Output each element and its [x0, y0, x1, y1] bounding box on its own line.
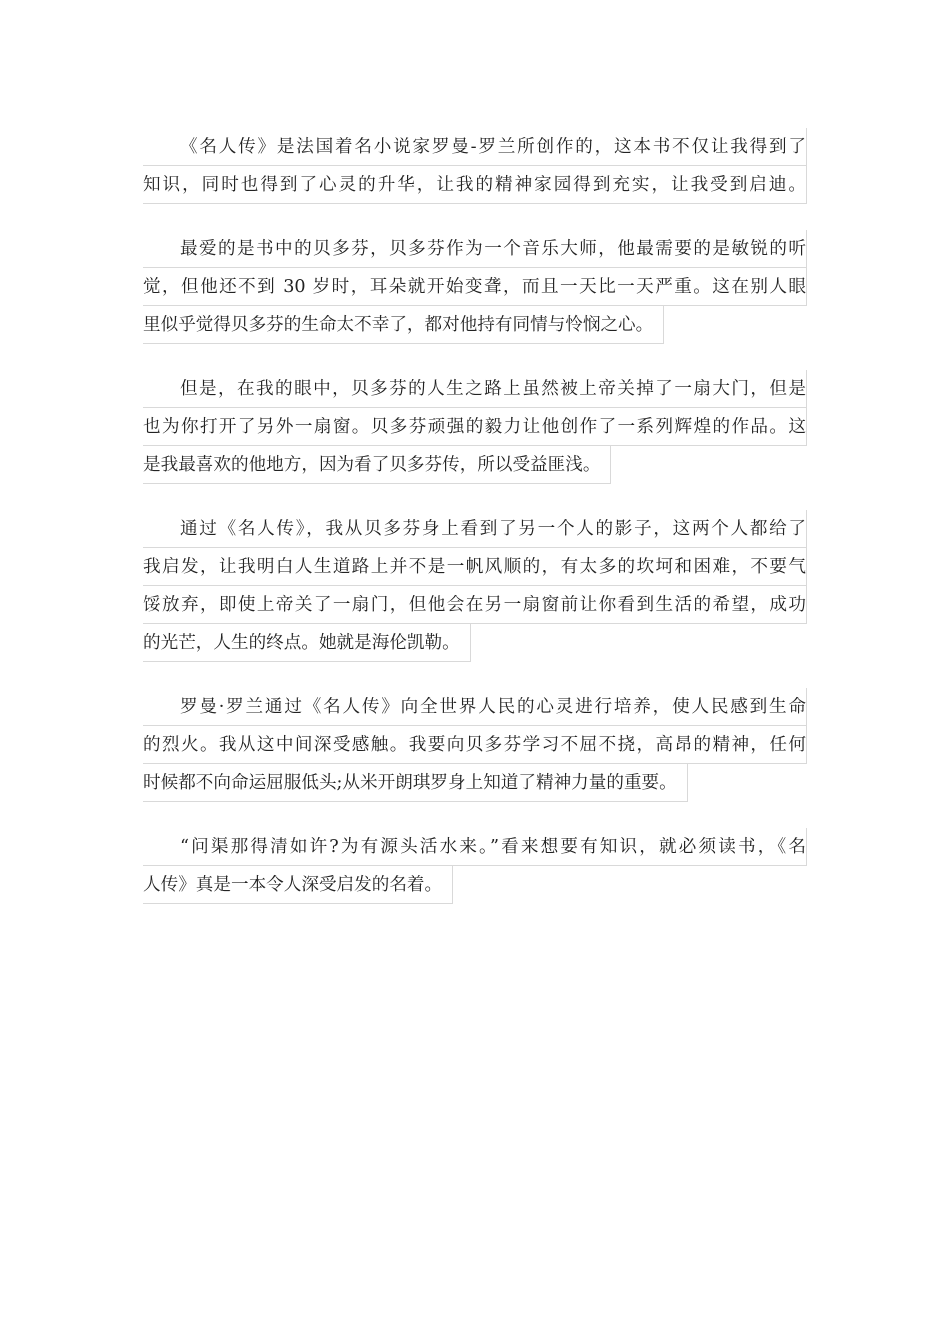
paragraph-6	[143, 828, 807, 904]
paragraph-3	[143, 370, 807, 484]
text-line: 也为你打开了另外一扇窗。贝多芬顽强的毅力让他创作了一系列辉煌的作品。这	[143, 408, 807, 446]
text-line: 罗曼·罗兰通过《名人传》向全世界人民的心灵进行培养，使人民感到生命	[143, 688, 807, 726]
text-line: 通过《名人传》，我从贝多芬身上看到了另一个人的影子，这两个人都给了	[143, 510, 807, 548]
paragraph-5	[143, 688, 807, 802]
text-line: 的光芒，人生的终点。她就是海伦凯勒。	[143, 624, 471, 662]
text-line: 知识，同时也得到了心灵的升华，让我的精神家园得到充实，让我受到启迪。	[143, 166, 807, 204]
paragraph-1	[143, 128, 807, 204]
text-line: “问渠那得清如许?为有源头活水来。”看来想要有知识，就必须读书，《名	[143, 828, 807, 866]
text-line: 我启发，让我明白人生道路上并不是一帆风顺的，有太多的坎坷和困难，不要气	[143, 548, 807, 586]
text-line: 《名人传》是法国着名小说家罗曼-罗兰所创作的，这本书不仅让我得到了	[143, 128, 807, 166]
text-line: 最爱的是书中的贝多芬，贝多芬作为一个音乐大师，他最需要的是敏锐的听	[143, 230, 807, 268]
paragraph-2	[143, 230, 807, 344]
text-line: 馁放弃，即使上帝关了一扇门，但他会在另一扇窗前让你看到生活的希望，成功	[143, 586, 807, 624]
text-line: 的烈火。我从这中间深受感触。我要向贝多芬学习不屈不挠，高昂的精神，任何	[143, 726, 807, 764]
text-line: 人传》真是一本令人深受启发的名着。	[143, 866, 453, 904]
paragraph-4	[143, 510, 807, 662]
text-line: 觉，但他还不到 30 岁时，耳朵就开始变聋，而且一天比一天严重。这在别人眼	[143, 268, 807, 306]
text-line: 但是，在我的眼中，贝多芬的人生之路上虽然被上帝关掉了一扇大门，但是	[143, 370, 807, 408]
text-line: 是我最喜欢的他地方，因为看了贝多芬传，所以受益匪浅。	[143, 446, 611, 484]
text-line: 时候都不向命运屈服低头;从米开朗琪罗身上知道了精神力量的重要。	[143, 764, 688, 802]
text-line: 里似乎觉得贝多芬的生命太不幸了，都对他持有同情与怜悯之心。	[143, 306, 664, 344]
article-body	[143, 128, 807, 930]
